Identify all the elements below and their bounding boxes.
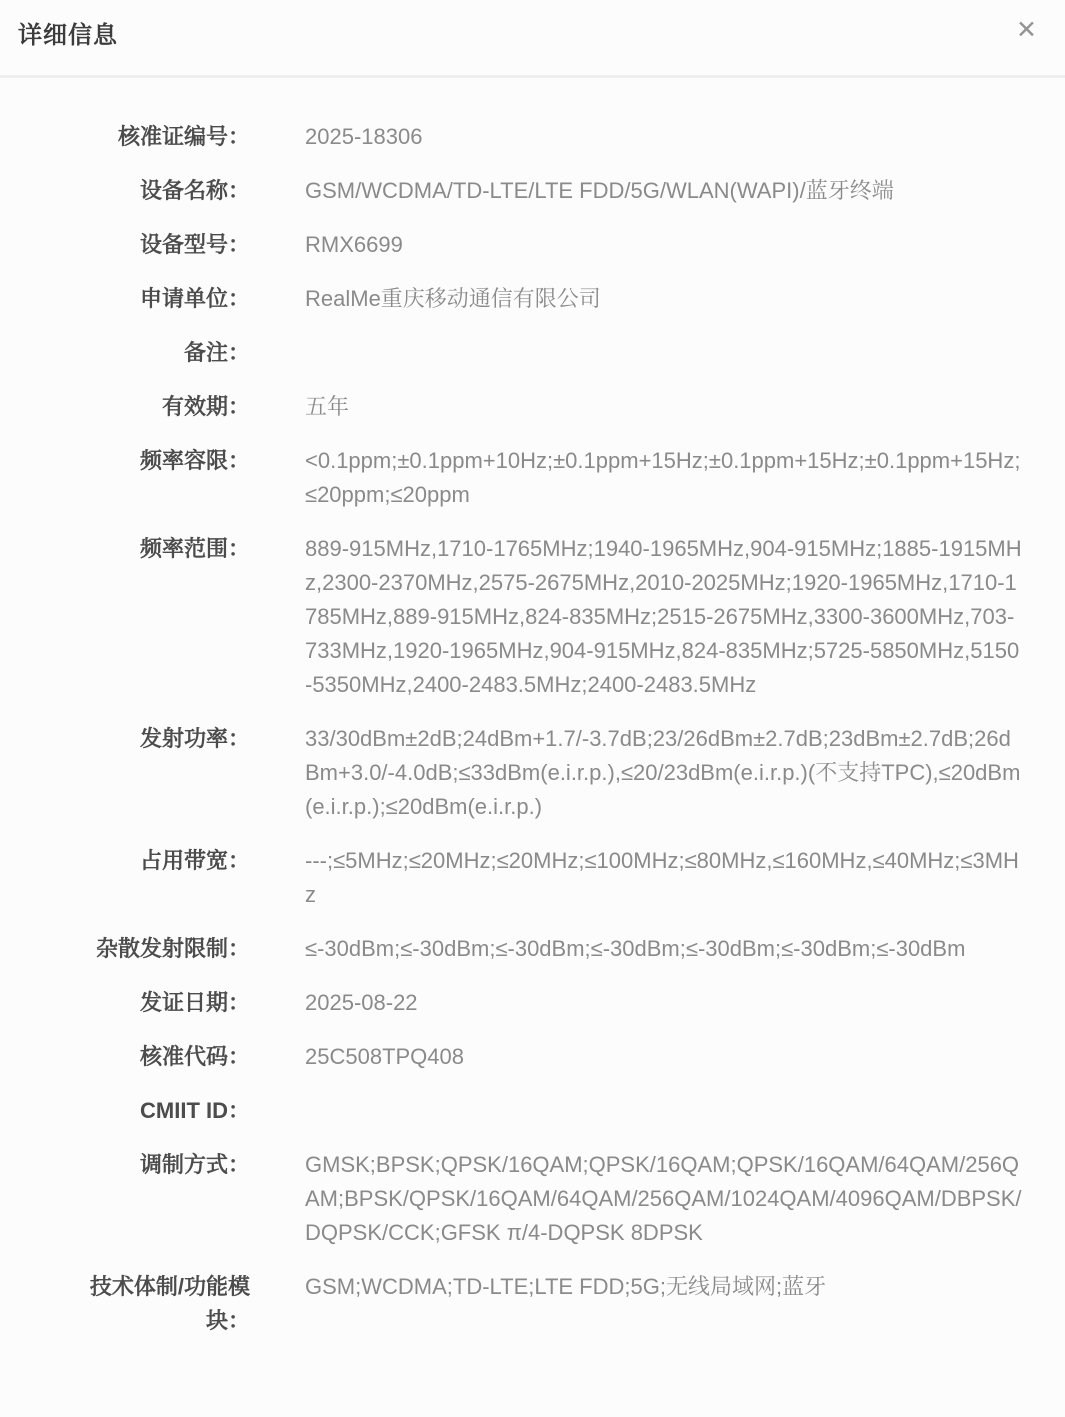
field-value: RMX6699 bbox=[305, 232, 403, 257]
field-label: 频率范围： bbox=[139, 536, 250, 561]
field-row-device-model bbox=[0, 228, 1023, 262]
modal-title: 详细信息 bbox=[18, 22, 118, 49]
field-row-remarks bbox=[0, 336, 1023, 370]
field-row-frequency-tolerance bbox=[0, 444, 1023, 512]
field-row-spurious-emission-limit bbox=[0, 932, 1023, 966]
field-value bbox=[305, 1094, 1023, 1128]
field-value: 五年 bbox=[305, 394, 350, 419]
field-label: 核准证编号： bbox=[117, 124, 250, 149]
field-value: GSM/WCDMA/TD-LTE/LTE FDD/5G/WLAN(WAPI)/蓝牙终端 bbox=[305, 178, 894, 203]
field-row-issue-date bbox=[0, 986, 1023, 1020]
field-value: 889-915MHz,1710-1765MHz;1940-1965MHz,904-915MHz;1885-1915MHz,2300-2370MHz,2575-2675MHz,2010-2025MHz;1920-1965MHz,1710-1785MHz,889-915MHz,824-835MHz;2515-2675MHz,3300-3600MHz,703-733MHz,1920-1965MHz,904-915MHz,824-835MHz;5725-5850MHz,5150-5350MHz,2400-2483.5MHz;2400-2483.5MHz bbox=[305, 536, 1022, 697]
field-label: 调制方式： bbox=[139, 1152, 250, 1177]
field-row-approval-cert-number bbox=[0, 120, 1023, 154]
field-value: <0.1ppm;±0.1ppm+10Hz;±0.1ppm+15Hz;±0.1ppm+15Hz;±0.1ppm+15Hz;≤20ppm;≤20ppm bbox=[305, 448, 1021, 507]
field-row-frequency-range bbox=[0, 532, 1023, 702]
field-label: 杂散发射限制： bbox=[95, 936, 250, 961]
field-value: 33/30dBm±2dB;24dBm+1.7/-3.7dB;23/26dBm±2.7dB;23dBm±2.7dB;26dBm+3.0/-4.0dB;≤33dBm(e.i.r.p.),≤20/23dBm(e.i.r.p.)(不支持TPC),≤20dBm(e.i.r.p.);≤20dBm(e.i.r.p.) bbox=[305, 726, 1021, 819]
field-label: 设备名称： bbox=[139, 178, 250, 203]
field-row-cmiit-id bbox=[0, 1094, 1023, 1128]
field-label: 有效期： bbox=[161, 394, 250, 419]
field-row-tech-system-function-module bbox=[0, 1270, 1023, 1338]
field-label: 核准代码： bbox=[139, 1044, 250, 1069]
field-value bbox=[305, 336, 1023, 370]
field-value: RealMe重庆移动通信有限公司 bbox=[305, 286, 601, 311]
field-label: 设备型号： bbox=[139, 232, 250, 257]
field-row-modulation bbox=[0, 1148, 1023, 1250]
field-row-applicant bbox=[0, 282, 1023, 316]
field-row-transmit-power bbox=[0, 722, 1023, 824]
modal-header bbox=[0, 0, 1065, 78]
field-label: 发证日期： bbox=[139, 990, 250, 1015]
field-row-occupied-bandwidth bbox=[0, 844, 1023, 912]
field-value: GMSK;BPSK;QPSK/16QAM;QPSK/16QAM;QPSK/16QAM/64QAM/256QAM;BPSK/QPSK/16QAM/64QAM/256QAM/1024QAM/4096QAM/DBPSK/DQPSK/CCK;GFSK π/4-DQPSK 8DPSK bbox=[305, 1152, 1022, 1245]
field-value: ---;≤5MHz;≤20MHz;≤20MHz;≤100MHz;≤80MHz,≤160MHz,≤40MHz;≤3MHz bbox=[305, 848, 1019, 907]
field-row-approval-code bbox=[0, 1040, 1023, 1074]
field-row-device-name bbox=[0, 174, 1023, 208]
field-label: 备注： bbox=[183, 340, 250, 365]
field-value: 2025-18306 bbox=[305, 124, 423, 149]
field-label: 申请单位： bbox=[139, 286, 250, 311]
field-label: 占用带宽： bbox=[139, 848, 250, 873]
field-value: ≤-30dBm;≤-30dBm;≤-30dBm;≤-30dBm;≤-30dBm;≤-30dBm;≤-30dBm bbox=[305, 936, 966, 961]
field-label: CMIIT ID： bbox=[140, 1098, 250, 1123]
field-value: 2025-08-22 bbox=[305, 990, 418, 1015]
field-value: 25C508TPQ408 bbox=[305, 1044, 464, 1069]
field-label: 频率容限： bbox=[139, 448, 250, 473]
field-label: 发射功率： bbox=[139, 726, 250, 751]
close-icon[interactable]: ✕ bbox=[1016, 16, 1037, 44]
field-row-validity-period bbox=[0, 390, 1023, 424]
field-label: 技术体制/功能模块： bbox=[89, 1274, 250, 1333]
field-value: GSM;WCDMA;TD-LTE;LTE FDD;5G;无线局域网;蓝牙 bbox=[305, 1274, 827, 1299]
detail-form bbox=[0, 78, 1065, 1338]
